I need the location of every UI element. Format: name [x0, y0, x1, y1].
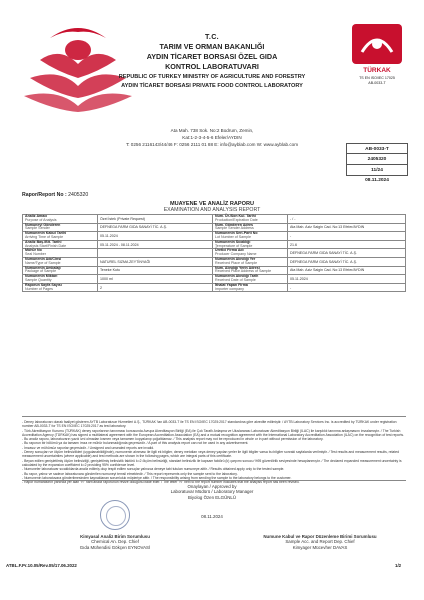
report-number-value: 2405320 — [68, 192, 89, 198]
approver-title: Onaylayan / Approved by — [187, 484, 237, 489]
field-label: Numunenin Seri-Parti No Lot Number of Sample — [213, 232, 288, 241]
note-item: - Bu raporun bir bölümü ya da tamamı imza ve mühür bulunmadığında geçersizdir. / A part of this analysis report can not be used in any advertisement. — [22, 441, 249, 446]
turkak-standard: TS EN ISO/IEC 17025 — [359, 76, 395, 80]
field-label: Raporun Sayfa Sayısı Number of Pages — [23, 283, 98, 292]
field-label: Üretici Firma Adı Producer Company Name — [213, 249, 288, 258]
right-signer-title: Numune Kabul ve Rapor Düzenleme Birimi Sorumlusu — [263, 534, 377, 539]
left-signer-title-en: Chemical An. Dep. Chief — [91, 539, 139, 545]
field-label: Numunenin Miktarı Sample Quantity — [23, 275, 98, 284]
note-item: - İmzasız ve mühürsüz raporlar geçersizdir. / Unsigned and unsealed reports are invalid. — [22, 445, 155, 450]
field-label: Num. Alındığı Yerin Adresi Received Place Address of Sample — [213, 266, 288, 275]
turkak-accreditation-badge — [346, 22, 408, 114]
info-row — [23, 275, 406, 284]
field-label: Mühür No Seal Number — [23, 249, 98, 258]
field-value: - — [288, 283, 406, 292]
notes-divider-bottom — [22, 480, 406, 481]
signature-left — [40, 534, 190, 550]
header-lab-line2: KONTROL LABORATUVARI — [165, 62, 259, 71]
field-value: 05.11.2024 — [288, 275, 406, 284]
field-value: 05.11.2024 - 08.11.2024 — [98, 240, 213, 249]
note-item: - Türk Akreditasyon Kurumu (TÜRKAK) deney raporlarının tanınması konusunda Avrupa Akreditasyon Birliği (EA) ile Çok Taraflı Anlaşma ve Uluslararası Laboratuvar Akreditasyon Birliği (ILAC) ile karşılıklı tanınma anlaşmasını imzalamıştır. / The Turkish Accreditation Agency (TÜRKAK) has signed a multilateral agreement with the European Accreditation Association (EA) and a mutual recognition agreement with the International Laboratory Accreditation Association (ILAC) on the recognition of test reports. — [22, 428, 405, 437]
note-item: - Deney sonuçları ve ölçüm belirsizlikleri (uygulanabildiğinde), numunenin alınması ile ilgili ek bilgiler, deney metotları veya deney yapılan yerler ile ilgili bilgiler varsa bu bilgiler sonraki sayfalarda verilmiştir. / Test results and measurement results, related measurement uncertainties (where applicable) and test methods are shown in the following pages, which are integral parts of this certificate. — [22, 450, 400, 459]
address-line3: T: 0256 2116143/44/46 F: 0256 2111 01 88 E: info@ayblab.com W: www.ayblab.com — [125, 142, 299, 147]
report-number-label: Rapor/Report No : — [22, 192, 67, 198]
field-value: - — [288, 232, 406, 241]
right-signer-name: Kimyager Mücevher DAVAS — [292, 544, 348, 550]
info-row — [23, 215, 406, 224]
field-label: Num. Ür./Son Kul. Tarihi Production/Expiration Date — [213, 215, 288, 224]
field-label: Numunenin Kabul Tarihi Arriving Time of Sample — [23, 232, 98, 241]
info-row — [23, 232, 406, 241]
header-lab-line1: AYDIN TİCARET BORSASI ÖZEL GIDA — [146, 52, 278, 61]
field-label: Numunenin Ambalajı Package of Sample — [23, 266, 98, 275]
approval-date: 08.11.2024 — [201, 514, 223, 519]
report-notes — [22, 420, 406, 484]
form-code: ATBL.F.Pr.10.05/Rev.05/17.06.2022 — [6, 563, 77, 568]
seal-stamp-icon — [100, 500, 130, 530]
address-line1: Ata Mah. 738 Sok. No:2 Bodrum, Zemin, — [170, 128, 254, 133]
field-label: Analiz Baş./Bit. Tarihi Analysis Start/Finish Date — [23, 240, 98, 249]
field-value: 21.6 — [288, 240, 406, 249]
note-item: - Numunenin laboratuvara gönderilmesinden kaynaklanan sorumluluk müşteriye aittir. / The responsibility arising from sending the sample to the laboratory belongs to the customer. — [22, 475, 292, 480]
info-row — [23, 240, 406, 249]
header-en-line2: AYDIN TİCARET BORSASI PRIVATE FOOD CONTROL LABORATORY — [121, 83, 303, 89]
approval-block — [132, 484, 292, 500]
approver-role: Laboratuvar Müdürü / Laboratory Manager — [170, 489, 254, 495]
field-value: Teneke Kutu — [98, 266, 213, 275]
field-value: 2 — [98, 283, 213, 292]
field-label: Num. Gönderen Adres Sample Sender Address — [213, 223, 288, 232]
field-label: Numunenin Sıcaklığı Temperature of Sample — [213, 240, 288, 249]
field-value: 1000 ml — [98, 275, 213, 284]
left-signer-title: Kimyasal Analiz Birim Sorumlusu — [80, 534, 150, 539]
header-en-line1: REPUBLIC OF TURKEY MINISTRY OF AGRICULTURE AND FORESTRY — [118, 74, 306, 80]
field-label: Numuneyi Gönderen Sample Sender — [23, 223, 98, 232]
field-value: Özel İstek (Private Request) — [98, 215, 213, 224]
ref-box-period: 11/24 — [346, 165, 408, 176]
report-number — [22, 192, 88, 198]
report-title-en: EXAMINATION AND ANALYSIS REPORT — [163, 207, 261, 213]
info-row — [23, 223, 406, 232]
field-label: Numunenin Alındığı Yer Received Place of Sample — [213, 257, 288, 266]
info-row — [23, 257, 406, 266]
signature-right — [240, 534, 400, 550]
turkak-brand: TÜRKAK — [363, 67, 391, 74]
note-item: - Numuneler laboratuvar sıcaklıklarda analiz edilmiş olup tespit edilen sonuçlar yalnızca deneye tabi tutulan numuneye aittir. / Results obtained apply only to the tested sample. — [22, 467, 285, 472]
right-signer-title-en: Sample Acc. and Report Dep. Chief — [285, 539, 355, 545]
field-value: Ata Mah. Aziz Saigin Cad. No:13 Efeler/AYDIN — [288, 223, 406, 232]
field-label: Numunenin Alındığı Tarih Received Date of Sample — [213, 275, 288, 284]
address-line2: Kat:1-2-3-4-5-6 Efeler/AYDIN — [182, 135, 242, 140]
note-item: - Deney laboratuvarı olarak faaliyet gösteren AYTB Laboratuvar Hizmetleri A.Ş., TÜRKAK 'tan AB-0033-T ile TS EN ISO/IEC 17025:2017 standardına göre akredite edilmiştir. / AYTB Laboratory Services Inc. is accredited by TÜRKAK under registration number AB-0033-T for TS EN ISO/IEC 17025:2017 as test laboratory. — [22, 420, 397, 429]
field-value: - / - — [288, 215, 406, 224]
ref-box-code: AB-0033-T — [346, 143, 408, 154]
note-item: - Beyan edilen genişletilmiş ölçüm belirsizliği, genişletilmiş belirsizlik faktörü k=2 ölçüm belirsizliği, standart belirsizlik ile kapsam faktörü (k) çarpımı sonucu %95 güvenilirlik seviyesinde hesaplanmıştır. / The declared expanded measurement uncertainty is calculated by the expansion coefficient k=2 providing 95% confidence level. — [22, 458, 402, 467]
field-value: DEFNEGA FARM GIDA SANAYİ TİC. A.Ş. — [288, 249, 406, 258]
approver-name: Biyolog Özen ELGÜNLÜ — [187, 494, 237, 500]
turkak-number: AB-0033-T — [368, 81, 386, 85]
field-value: 05.11.2024 — [98, 232, 213, 241]
page-number: 1/2 — [395, 563, 402, 568]
ref-box-date: 08.11.2024 — [365, 178, 389, 183]
note-item: - Rapor numarasının yanında yer alan "R" harfi analiz raporunun revize olduğunu ifade eder. / The letter "R" next to the report number indicates that the analysis report has been revised. — [22, 480, 300, 485]
report-title-tr: MUAYENE VE ANALİZ RAPORU — [169, 201, 255, 207]
info-row — [23, 283, 406, 292]
info-row — [23, 249, 406, 258]
info-row — [23, 266, 406, 275]
field-label: İthalat Yapan Firma Importer company — [213, 283, 288, 292]
field-value: DEFNEGA FARM GIDA SANAYİ TİC. A.Ş. — [98, 223, 213, 232]
left-signer-name: Gıda Mühendisi Gökçen EYNOVASİ — [79, 544, 151, 550]
header-ministry: TARIM VE ORMAN BAKANLIĞI — [159, 42, 265, 51]
field-value: DEFNEGA FARM GIDA SANAYİ TİC. A.Ş. — [288, 257, 406, 266]
field-value: Ata Mah. Aziz Saigin Cad. No:13 Efeler/AYDIN — [288, 266, 406, 275]
header-tc: T.C. — [205, 32, 219, 41]
notes-divider-top — [22, 416, 406, 417]
note-item: - Bu analiz raporu, laboratuvarın yazılı izni olmadan kısmen veya tamamen kopyalanıp çoğaltılamaz. / This analysis report may not be reproduced in whole or in part without permission of the laboratory. — [22, 437, 324, 442]
ref-box-report-no: 2405320 — [346, 154, 408, 165]
field-label: Analiz Amacı Purpose of Analysis — [23, 215, 98, 224]
field-label: Numunenin Adı/Cinsi Name/Type of Sample — [23, 257, 98, 266]
field-value: NATUREL SIZMA ZEYTİNYAĞI — [98, 257, 213, 266]
field-value — [98, 249, 213, 258]
note-item: - Bu rapor, yalnız ve sadece laboratuvara gönderilen numuneyi temsil etmektedir. / This report represents only the sample sent to the laboratory. — [22, 471, 238, 476]
sample-info-table — [22, 214, 406, 292]
